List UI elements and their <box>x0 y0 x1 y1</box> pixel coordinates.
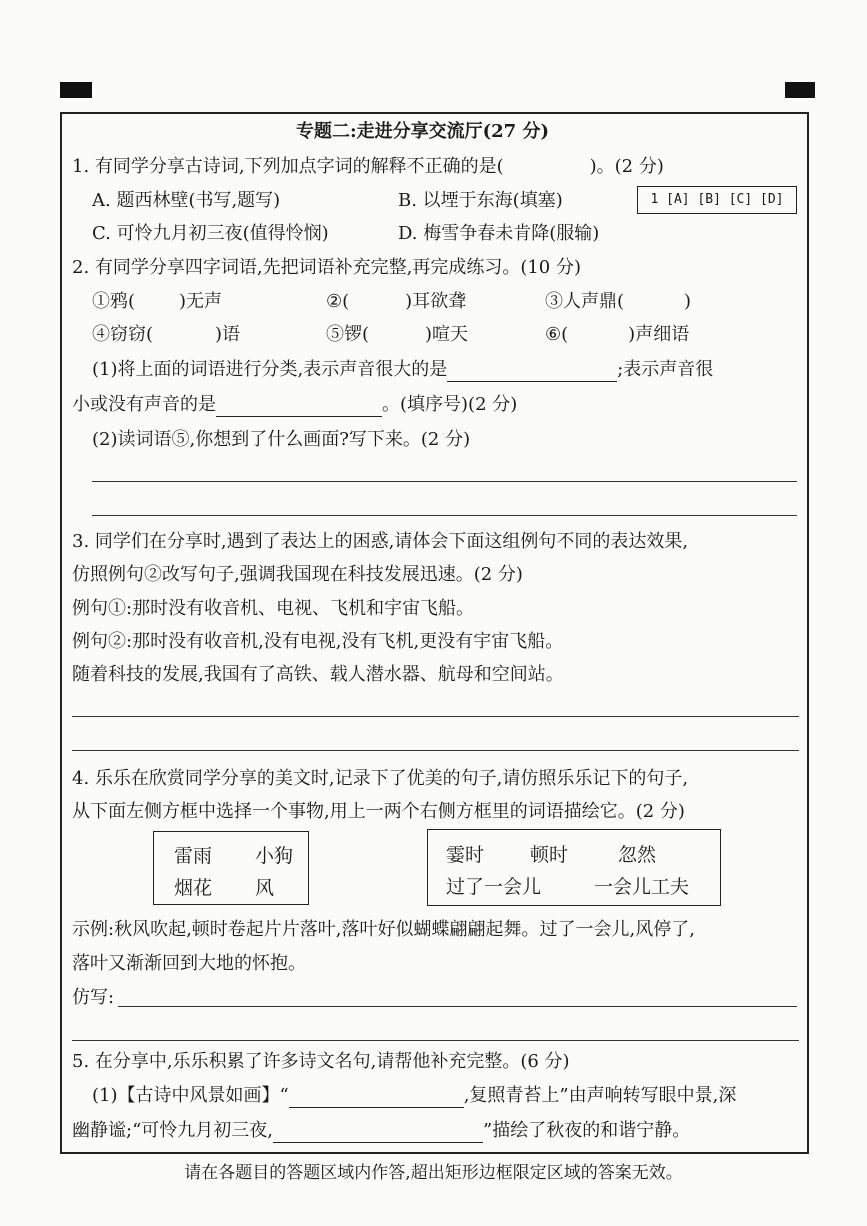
q5-line1: (1)【古诗中风景如画】“ ,复照青苔上”由声响转写眼中景,深 <box>92 1085 737 1106</box>
q4-stem-line2: 从下面左侧方框中选择一个事物,用上一两个右侧方框里的词语描绘它。(2 分) <box>72 801 685 822</box>
q5-line2: 幽静谧;“可怜九月初三夜, ”描绘了秋夜的和谐宁静。 <box>72 1120 691 1141</box>
blank-loud[interactable] <box>447 363 617 382</box>
answer-line[interactable] <box>72 1040 799 1041</box>
section-title: 专题二:走进分享交流厅(27 分) <box>296 121 549 142</box>
subject-word: 小狗 <box>255 845 294 867</box>
q4-imitate-label: 仿写: <box>72 987 115 1008</box>
answer-line[interactable] <box>92 515 797 516</box>
answer-line[interactable] <box>92 481 797 482</box>
q3-stem-line2: 仿照例句②改写句子,强调我国现在科技发展迅速。(2 分) <box>72 564 523 585</box>
answer-line[interactable] <box>72 750 799 751</box>
subject-word: 烟花 <box>174 877 213 899</box>
word-bank-item: 过了一会儿 <box>446 876 542 898</box>
idiom-4: ④窃窃( )语 <box>92 324 241 345</box>
idiom-3: ③人声鼎( ) <box>545 291 692 312</box>
word-bank-item: 忽然 <box>618 844 657 866</box>
answer-line[interactable] <box>72 716 799 717</box>
q4-stem-line1: 4. 乐乐在欣赏同学分享的美文时,记录下了优美的句子,请仿照乐乐记下的句子, <box>72 768 689 789</box>
q2-stem: 2. 有同学分享四字词语,先把词语补充完整,再完成练习。(10 分) <box>72 257 582 278</box>
word-bank-item: 顿时 <box>530 844 569 866</box>
subject-word: 风 <box>255 877 275 899</box>
q5-stem: 5. 在分享中,乐乐积累了许多诗文名句,请帮他补充完整。(6 分) <box>72 1051 570 1072</box>
footer-notice: 请在各题目的答题区域内作答,超出矩形边框限定区域的答案无效。 <box>184 1163 683 1183</box>
q2-sub1-line2: 小或没有声音的是 。(填序号)(2 分) <box>72 394 518 415</box>
blank-poem-1[interactable] <box>289 1089 464 1108</box>
q2-sub2: (2)读词语⑤,你想到了什么画面?写下来。(2 分) <box>92 429 471 450</box>
idiom-1: ①鸦( )无声 <box>92 291 223 312</box>
q1-option-b: B. 以堙于东海(填塞) <box>398 190 563 211</box>
q3-example-2: 例句②:那时没有收音机,没有电视,没有飞机,更没有宇宙飞船。 <box>72 631 564 652</box>
q4-example-line1: 示例:秋风吹起,顿时卷起片片落叶,落叶好似蝴蝶翩翩起舞。过了一会儿,风停了, <box>72 919 695 940</box>
q3-sentence: 随着科技的发展,我国有了高铁、载人潜水器、航母和空间站。 <box>72 664 564 685</box>
registration-mark-left <box>60 82 92 98</box>
idiom-6: ⑥( )声细语 <box>545 324 690 345</box>
q1-answer-bubbles[interactable]: 1 [A] [B] [C] [D] <box>637 186 797 214</box>
blank-poem-2[interactable] <box>273 1124 483 1143</box>
q1-option-d: D. 梅雪争春未肯降(服输) <box>398 223 600 244</box>
q1-stem: 1. 有同学分享古诗词,下列加点字词的解释不正确的是( )。(2 分) <box>72 156 664 177</box>
q3-stem-line1: 3. 同学们在分享时,遇到了表达上的困惑,请体会下面这组例句不同的表达效果, <box>72 531 689 552</box>
q4-example-line2: 落叶又渐渐回到大地的怀抱。 <box>72 953 306 974</box>
registration-mark-right <box>785 82 815 98</box>
q3-example-1: 例句①:那时没有收音机、电视、飞机和宇宙飞船。 <box>72 598 475 619</box>
idiom-2: ②( )耳欲聋 <box>326 291 467 312</box>
word-bank-item: 一会儿工夫 <box>594 876 690 898</box>
blank-quiet[interactable] <box>216 398 382 417</box>
answer-line[interactable] <box>118 1006 797 1007</box>
q1-option-a: A. 题西林壁(书写,题写) <box>92 190 281 211</box>
word-bank-item: 霎时 <box>446 844 485 866</box>
q1-option-c: C. 可怜九月初三夜(值得怜悯) <box>92 223 329 244</box>
idiom-5: ⑤锣( )喧天 <box>326 324 469 345</box>
q2-sub1-line1: (1)将上面的词语进行分类,表示声音很大的是 ;表示声音很 <box>92 359 714 380</box>
frame-bottom <box>60 1152 809 1154</box>
subject-word: 雷雨 <box>174 845 213 867</box>
